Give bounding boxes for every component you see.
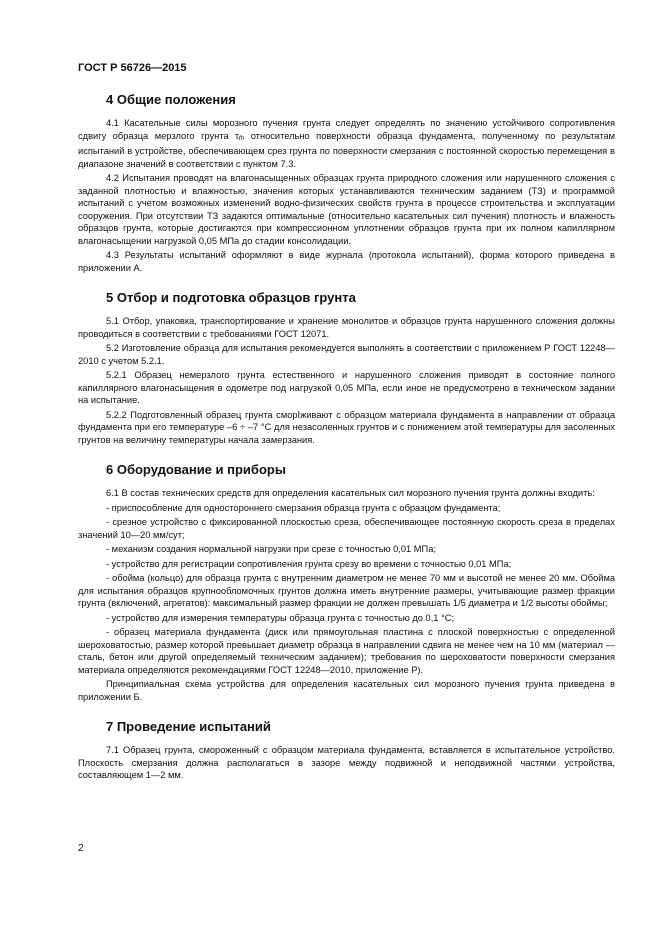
paragraph-4-3: 4.3 Результаты испытаний оформляют в виде журнала (протокола испытаний), форма которого приведена в приложении А.: [78, 250, 615, 273]
paragraph-7-1: 7.1 Образец грунта, смороженный с образцом материала фундамента, вставляется в испытательное устройство. Плоскость смерзания должна располагаться в зазоре между подвижной и неподвижной частями устройства, составляющем 1—2 мм.: [78, 745, 615, 780]
section-4-title: 4 Общие положения: [106, 92, 236, 107]
list-item: - устройство для измерения температуры образца грунта с точностью до 0,1 °С;: [106, 612, 455, 623]
paragraph-4-1: [78, 117, 615, 170]
paragraph-5-2: 5.2 Изготовление образца для испытания рекомендуется выполнять в соответствии с приложением Р ГОСТ 12248—2010 с учетом 5.2.1.: [78, 343, 615, 366]
section-6-title: 6 Оборудование и приборы: [106, 462, 286, 477]
list-item: - устройство для регистрации сопротивления грунта срезу во времени с точностью 0,01 МПа;: [106, 558, 512, 569]
section-7-title: 7 Проведение испытаний: [106, 719, 271, 734]
paragraph-scheme: Принципиальная схема устройства для определения касательных сил морозного пучения грунта приведена в приложении Б.: [78, 679, 615, 702]
section-5-title: 5 Отбор и подготовка образцов грунта: [106, 290, 356, 305]
document-body: [78, 86, 615, 784]
list-item: - образец материала фундамента (диск или прямоугольная пластина с плоской поверхностью с определенной шероховатостью, размер которой превышает диаметр образца в направлении сдвига не менее чем на 10 мм (материал — сталь, бетон или другой определяемый техническим заданием); требования по шероховатости поверхности смерзания материала определяются рекомендациями ГОСТ 12248—2010, приложение Р).: [78, 627, 615, 675]
tau-subscript: fh: [238, 134, 245, 142]
paragraph-5-2-2: 5.2.2 Подготовленный образец грунта сморاживают с образцом материала фундамента в направлении от образца фундамента при его температуре –6 ÷ –7 °С для незасоленных грунтов и с понижением этой температуры для засоленных грунтов на величину температуры начала замерзания.: [78, 409, 615, 445]
document-header: ГОСТ Р 56726—2015: [78, 62, 187, 74]
list-item: - обойма (кольцо) для образца грунта с внутренним диаметром не менее 70 мм и высотой не менее 20 мм. Обойма для испытания образцов крупнообломочных грунтов должна иметь внутренние размеры, учитывающие размер фракции грунта (включений, агрегатов): максимальный размер фракции не должен превышать 1/5 диаметра и 1/2 высоты обоймы;: [78, 573, 615, 608]
paragraph-4-1-part-a: 4.1 Касательные силы морозного пучения грунта следует определять по значению устойчивого сопротивления сдвигу образца мерзлого грунта τ: [78, 118, 615, 141]
list-item: - срезное устройство с фиксированной плоскостью среза, обеспечивающее постоянную скорость среза в пределах значений 10—20 мм/сут;: [78, 517, 615, 540]
paragraph-4-2: 4.2 Испытания проводят на влагонасыщенных образцах грунта природного сложения или нарушенного сложения с заданной плотностью и влажностью, значения которых устанавливаются техническим заданием (ТЗ) и программой испытаний с учетом возможных изменений водно-физических свойств грунта в процессе строительства и эксплуатации сооружения. При отсутствии ТЗ задаются оптимальные (относительно касательных сил пучения) плотность и влажность образцов грунта, которые достигаются при компрессионном уплотнении образцов грунта при их полном капиллярном влагонасыщении нагрузкой 0,05 МПа до стадии консолидации.: [78, 173, 615, 246]
paragraph-5-1: 5.1 Отбор, упаковка, транспортирование и хранение монолитов и образцов грунта нарушенного сложения должны проводиться в соответствии с требованиями ГОСТ 12071.: [78, 316, 615, 339]
list-item: - приспособление для одностороннего смерзания образца грунта с образцом фундамента;: [106, 502, 501, 513]
list-item: - механизм создания нормальной нагрузки при срезе с точностью 0,01 МПа;: [106, 544, 436, 554]
paragraph-6-1: 6.1 В состав технических средств для определения касательных сил морозного пучения грунта должны входить:: [106, 488, 595, 498]
paragraph-4-1-part-b: относительно поверхности образца фундамента, полученному по результатам испытаний в устройстве, обеспечивающем срез грунта по поверхности смерзания с постоянной скоростью перемещения в диапазоне значений в соответствии с пунктом 7.3.: [78, 130, 615, 169]
page-number: 2: [78, 843, 84, 854]
paragraph-5-2-1: 5.2.1 Образец немерзлого грунта естественного и нарушенного сложения приводят в состояние полного капиллярного влагонасыщения в одометре под нагрузкой 0,05 МПа, если иное не предусмотрено в техническом задании на испытание.: [78, 370, 615, 405]
